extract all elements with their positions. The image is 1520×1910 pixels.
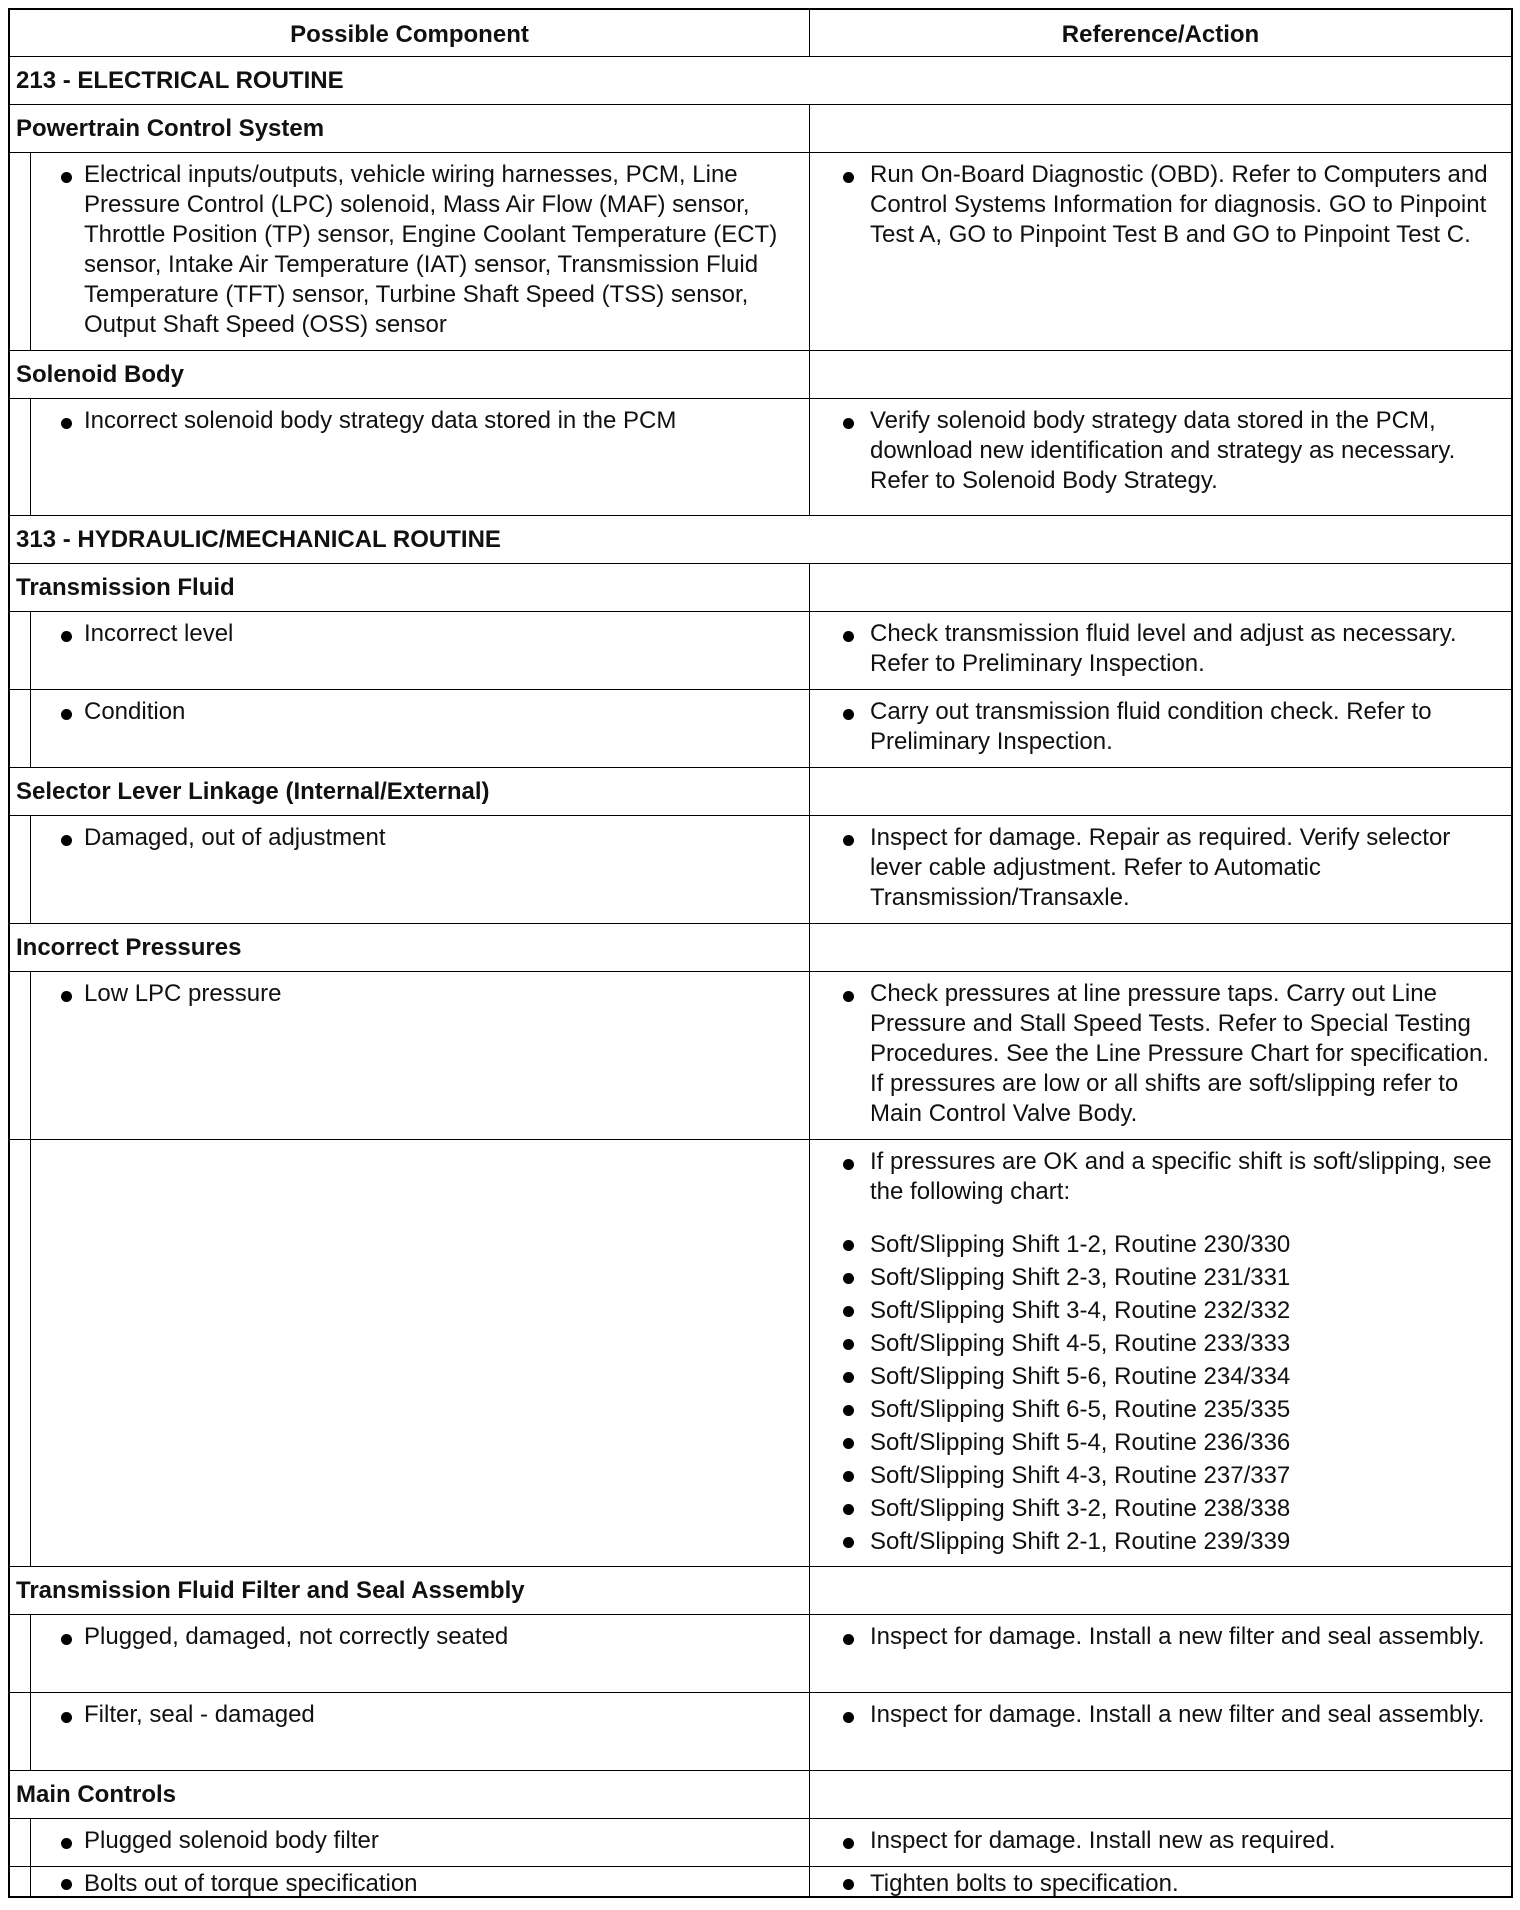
bullet-icon — [843, 1712, 854, 1723]
section-title-313: 313 - HYDRAULIC/MECHANICAL ROUTINE — [16, 526, 501, 553]
list-item: Inspect for damage. Install a new filter and seal assembly. — [810, 1693, 1511, 1730]
table-row — [10, 1866, 1511, 1896]
group-title-powertrain: Powertrain Control System — [10, 105, 810, 152]
list-item: Run On-Board Diagnostic (OBD). Refer to Computers and Control Systems Information for diagnosis. GO to Pinpoint Test A, GO to Pinpoint Test B and GO to Pinpoint Test C. — [810, 153, 1511, 250]
table-row — [10, 1139, 1511, 1566]
table-row — [10, 815, 1511, 923]
bullet-icon — [843, 1159, 854, 1170]
list-item: Condition — [10, 690, 809, 727]
list-item: Verify solenoid body strategy data stored in the PCM, download new identification and strategy as necessary. Refer to Solenoid Body Strategy. — [810, 399, 1511, 496]
bullet-icon — [843, 1405, 854, 1416]
bullet-icon — [843, 418, 854, 429]
section-row-313 — [10, 515, 1511, 563]
bullet-icon — [843, 1504, 854, 1515]
list-item: Soft/Slipping Shift 1-2, Routine 230/330 — [810, 1228, 1511, 1261]
group-title-solenoid-body: Solenoid Body — [10, 351, 810, 398]
bullet-icon — [843, 1273, 854, 1284]
list-item: Soft/Slipping Shift 3-4, Routine 232/332 — [810, 1294, 1511, 1327]
list-item: Soft/Slipping Shift 2-3, Routine 231/331 — [810, 1261, 1511, 1294]
bullet-icon — [61, 1712, 72, 1723]
bullet-icon — [843, 835, 854, 846]
list-item: Soft/Slipping Shift 4-3, Routine 237/337 — [810, 1459, 1511, 1492]
bullet-icon — [843, 631, 854, 642]
bullet-icon — [61, 835, 72, 846]
bullet-icon — [843, 1879, 854, 1890]
list-item: Low LPC pressure — [10, 972, 809, 1009]
bullet-icon — [61, 631, 72, 642]
section-title-213: 213 - ELECTRICAL ROUTINE — [16, 67, 344, 94]
bullet-icon — [61, 418, 72, 429]
list-item: Tighten bolts to specification. — [810, 1867, 1511, 1899]
bullet-icon — [843, 1438, 854, 1449]
list-item: If pressures are OK and a specific shift is soft/slipping, see the following chart: — [810, 1140, 1511, 1207]
section-row-213 — [10, 56, 1511, 104]
group-title-filter-seal: Transmission Fluid Filter and Seal Assembly — [10, 1567, 810, 1614]
list-item: Carry out transmission fluid condition check. Refer to Preliminary Inspection. — [810, 690, 1511, 757]
list-item: Soft/Slipping Shift 3-2, Routine 238/338 — [810, 1492, 1511, 1525]
bullet-icon — [843, 1471, 854, 1482]
bullet-icon — [61, 1879, 72, 1890]
bullet-icon — [843, 1634, 854, 1645]
list-item: Soft/Slipping Shift 5-6, Routine 234/334 — [810, 1360, 1511, 1393]
list-item: Inspect for damage. Repair as required. Verify selector lever cable adjustment. Refer to Automatic Transmission/Transaxle. — [810, 816, 1511, 913]
table-row — [10, 1818, 1511, 1866]
bullet-icon — [843, 709, 854, 720]
list-item: Damaged, out of adjustment — [10, 816, 809, 853]
table-row — [10, 971, 1511, 1139]
list-item: Filter, seal - damaged — [10, 1693, 809, 1730]
bullet-icon — [843, 1240, 854, 1251]
group-title-selector-lever: Selector Lever Linkage (Internal/External) — [10, 768, 810, 815]
shift-routine-list — [810, 1228, 1511, 1558]
group-title-transmission-fluid: Transmission Fluid — [10, 564, 810, 611]
bullet-icon — [843, 991, 854, 1002]
list-item: Electrical inputs/outputs, vehicle wiring harnesses, PCM, Line Pressure Control (LPC) solenoid, Mass Air Flow (MAF) sensor, Throttle Position (TP) sensor, Engine Coolant Temperature (ECT) sensor, Intake Air Temperature (IAT) sensor, Transmission Fluid Temperature (TFT) sensor, Turbine Shaft Speed (TSS) sensor, Output Shaft Speed (OSS) sensor — [10, 153, 809, 340]
group-row-selector-lever — [10, 767, 1511, 815]
list-item: Bolts out of torque specification — [10, 1867, 809, 1899]
header-possible-component: Possible Component — [10, 10, 810, 56]
list-item: Soft/Slipping Shift 6-5, Routine 235/335 — [810, 1393, 1511, 1426]
header-reference-action: Reference/Action — [1061, 21, 1260, 48]
group-title-incorrect-pressures: Incorrect Pressures — [10, 924, 810, 971]
group-row-solenoid-body — [10, 350, 1511, 398]
list-item: Plugged, damaged, not correctly seated — [10, 1615, 809, 1652]
bullet-icon — [843, 1339, 854, 1350]
bullet-icon — [843, 1372, 854, 1383]
group-row-filter-seal — [10, 1566, 1511, 1614]
list-item: Check transmission fluid level and adjust as necessary. Refer to Preliminary Inspection. — [810, 612, 1511, 679]
list-item: Inspect for damage. Install new as required. — [810, 1819, 1511, 1856]
table-row — [10, 398, 1511, 515]
bullet-icon — [61, 991, 72, 1002]
table-row — [10, 689, 1511, 767]
table-row — [10, 152, 1511, 350]
bullet-icon — [61, 709, 72, 720]
list-item: Check pressures at line pressure taps. Carry out Line Pressure and Stall Speed Tests. Refer to Special Testing Procedures. See the Line Pressure Chart for specification. If pressures are low or all shifts are soft/slipping refer to Main Control Valve Body. — [810, 972, 1511, 1129]
bullet-icon — [61, 1838, 72, 1849]
list-item: Soft/Slipping Shift 5-4, Routine 236/336 — [810, 1426, 1511, 1459]
table-row — [10, 611, 1511, 689]
table-row — [10, 1614, 1511, 1692]
group-row-powertrain — [10, 104, 1511, 152]
bullet-icon — [843, 172, 854, 183]
bullet-icon — [843, 1306, 854, 1317]
group-row-main-controls — [10, 1770, 1511, 1818]
list-item: Incorrect solenoid body strategy data stored in the PCM — [10, 399, 809, 436]
bullet-icon — [843, 1838, 854, 1849]
list-item: Soft/Slipping Shift 4-5, Routine 233/333 — [810, 1327, 1511, 1360]
list-item: Plugged solenoid body filter — [10, 1819, 809, 1856]
list-item: Incorrect level — [10, 612, 809, 649]
group-title-main-controls: Main Controls — [10, 1771, 810, 1818]
list-item: Soft/Slipping Shift 2-1, Routine 239/339 — [810, 1525, 1511, 1558]
table-row — [10, 1692, 1511, 1770]
group-row-incorrect-pressures — [10, 923, 1511, 971]
group-row-transmission-fluid — [10, 563, 1511, 611]
bullet-icon — [61, 1634, 72, 1645]
bullet-icon — [61, 172, 72, 183]
table-header — [10, 10, 1511, 56]
list-item: Inspect for damage. Install a new filter and seal assembly. — [810, 1615, 1511, 1652]
bullet-icon — [843, 1537, 854, 1548]
diagnostic-table — [8, 8, 1513, 1898]
